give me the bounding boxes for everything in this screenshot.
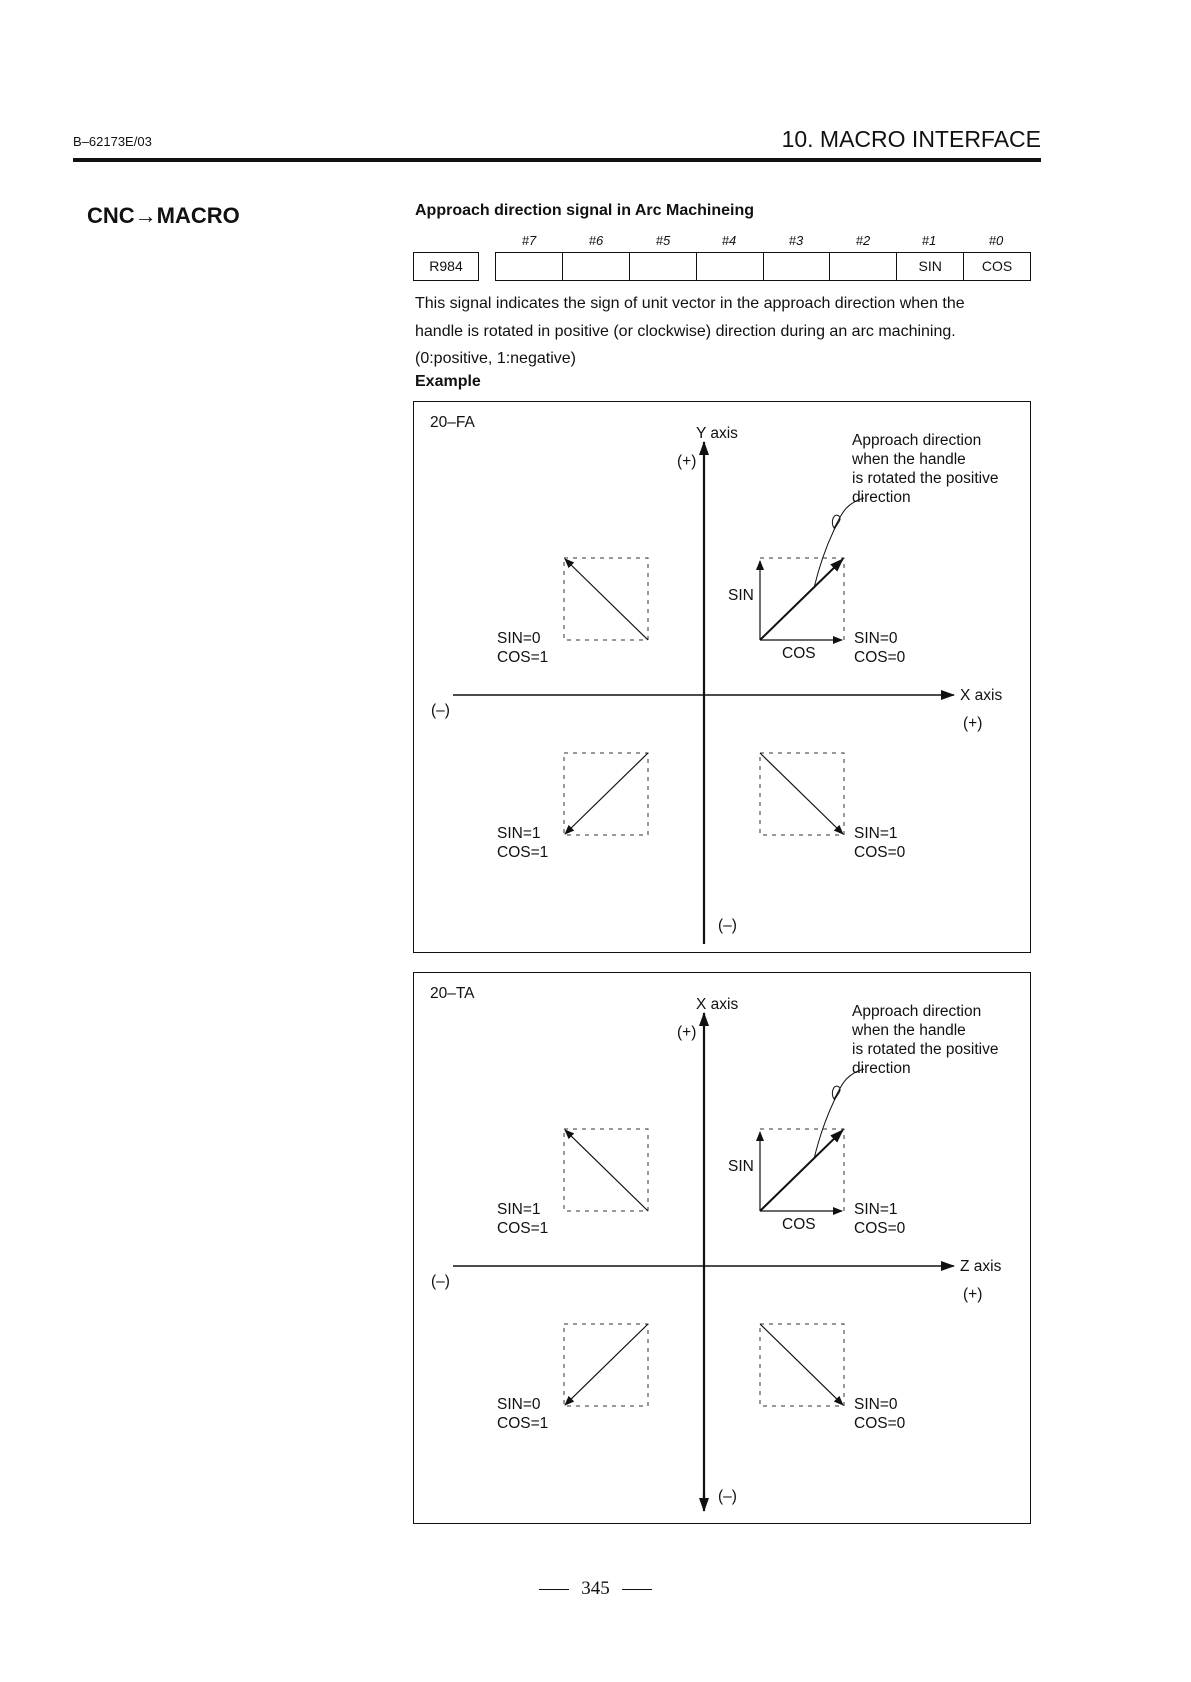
vertical-plus-label: (+) — [677, 453, 697, 470]
horizontal-plus-label: (+) — [963, 715, 983, 732]
header-rule — [73, 158, 1041, 162]
page-number — [0, 1578, 1191, 1600]
figure-20ta — [413, 972, 1031, 1524]
register-bits — [495, 252, 1031, 281]
bit-number: #3 — [788, 233, 804, 248]
horizontal-axis-label: Z axis — [960, 1258, 1002, 1275]
cos-component-label: COS — [782, 645, 816, 662]
bit-number: #6 — [588, 233, 604, 248]
annotation-line: when the handle — [852, 451, 966, 468]
vertical-axis-label: X axis — [696, 996, 739, 1013]
model-label: 20–TA — [430, 985, 475, 1002]
vector-upper-right — [760, 1130, 843, 1211]
quadrant-label-lower-right-cos: COS=0 — [854, 1415, 906, 1432]
model-label: 20–FA — [430, 414, 475, 431]
quadrant-label-upper-left-sin: SIN=1 — [497, 1201, 541, 1218]
quadrant-label-lower-left-sin: SIN=0 — [497, 1396, 541, 1413]
quadrant-label-lower-right-cos: COS=0 — [854, 844, 906, 861]
bit-number: #0 — [988, 233, 1004, 248]
document-id: B–62173E/03 — [73, 134, 152, 149]
bit-cell — [562, 253, 629, 280]
page-number-text: 345 — [581, 1578, 610, 1599]
vector-upper-left — [565, 1130, 648, 1211]
bit-cell-sin: SIN — [896, 253, 963, 280]
quadrant-label-lower-left-cos: COS=1 — [497, 1415, 549, 1432]
quadrant-label-upper-right-sin: SIN=1 — [854, 1201, 898, 1218]
annotation-line: Approach direction — [852, 432, 982, 449]
vector-lower-left — [565, 1324, 648, 1405]
annotation-line: direction — [852, 1060, 911, 1077]
description-line: (0:positive, 1:negative) — [415, 350, 576, 367]
horizontal-minus-label: (–) — [431, 702, 450, 719]
vector-upper-left — [565, 559, 648, 640]
description — [415, 290, 1045, 373]
description-line: handle is rotated in positive (or clockwise) direction during an arc machining. — [415, 322, 956, 340]
vector-lower-right — [760, 753, 843, 834]
bit-number: #2 — [855, 233, 871, 248]
horizontal-minus-label: (–) — [431, 1273, 450, 1290]
quadrant-label-upper-left-sin: SIN=0 — [497, 630, 541, 647]
bit-cell — [763, 253, 830, 280]
annotation-line: direction — [852, 489, 911, 506]
vertical-minus-label: (–) — [718, 1488, 737, 1505]
sin-component-label: SIN — [728, 587, 754, 604]
bit-cell — [496, 253, 562, 280]
leader-line — [814, 498, 864, 588]
example-heading: Example — [415, 373, 481, 390]
quadrant-label-upper-left-cos: COS=1 — [497, 649, 549, 666]
horizontal-axis-label: X axis — [960, 687, 1003, 704]
side-heading: CNC→MACRO — [87, 203, 240, 228]
bit-number: #1 — [921, 233, 937, 248]
axis-diagram — [414, 973, 1030, 1523]
quadrant-label-lower-right-sin: SIN=1 — [854, 825, 898, 842]
annotation-line: is rotated the positive — [852, 470, 999, 487]
cos-component-label: COS — [782, 1216, 816, 1233]
bit-number: #4 — [721, 233, 737, 248]
bit-cell — [696, 253, 763, 280]
dash-left — [539, 1589, 569, 1590]
axis-diagram — [414, 402, 1030, 952]
vertical-plus-label: (+) — [677, 1024, 697, 1041]
dash-right — [622, 1589, 652, 1590]
vertical-minus-label: (–) — [718, 917, 737, 934]
annotation-line: when the handle — [852, 1022, 966, 1039]
figure-20fa — [413, 401, 1031, 953]
leader-line — [814, 1069, 864, 1159]
quadrant-label-lower-right-sin: SIN=0 — [854, 1396, 898, 1413]
bit-cell — [629, 253, 696, 280]
quadrant-label-upper-right-cos: COS=0 — [854, 649, 906, 666]
annotation-line: is rotated the positive — [852, 1041, 999, 1058]
bit-number: #5 — [655, 233, 671, 248]
vector-lower-right — [760, 1324, 843, 1405]
register-address: R984 — [413, 252, 479, 281]
sin-component-label: SIN — [728, 1158, 754, 1175]
quadrant-label-upper-left-cos: COS=1 — [497, 1220, 549, 1237]
bit-number: #7 — [521, 233, 537, 248]
section-title: Approach direction signal in Arc Machineing — [415, 202, 755, 219]
annotation-line: Approach direction — [852, 1003, 982, 1020]
vector-upper-right — [760, 559, 843, 640]
vector-lower-left — [565, 753, 648, 834]
quadrant-label-lower-left-cos: COS=1 — [497, 844, 549, 861]
vertical-axis-label: Y axis — [696, 425, 738, 442]
bit-cell-cos: COS — [963, 253, 1030, 280]
description-line: This signal indicates the sign of unit vector in the approach direction when the — [415, 295, 965, 312]
bit-cell — [829, 253, 896, 280]
quadrant-label-upper-right-cos: COS=0 — [854, 1220, 906, 1237]
quadrant-label-lower-left-sin: SIN=1 — [497, 825, 541, 842]
horizontal-plus-label: (+) — [963, 1286, 983, 1303]
chapter-title: 10. MACRO INTERFACE — [781, 126, 1041, 152]
quadrant-label-upper-right-sin: SIN=0 — [854, 630, 898, 647]
